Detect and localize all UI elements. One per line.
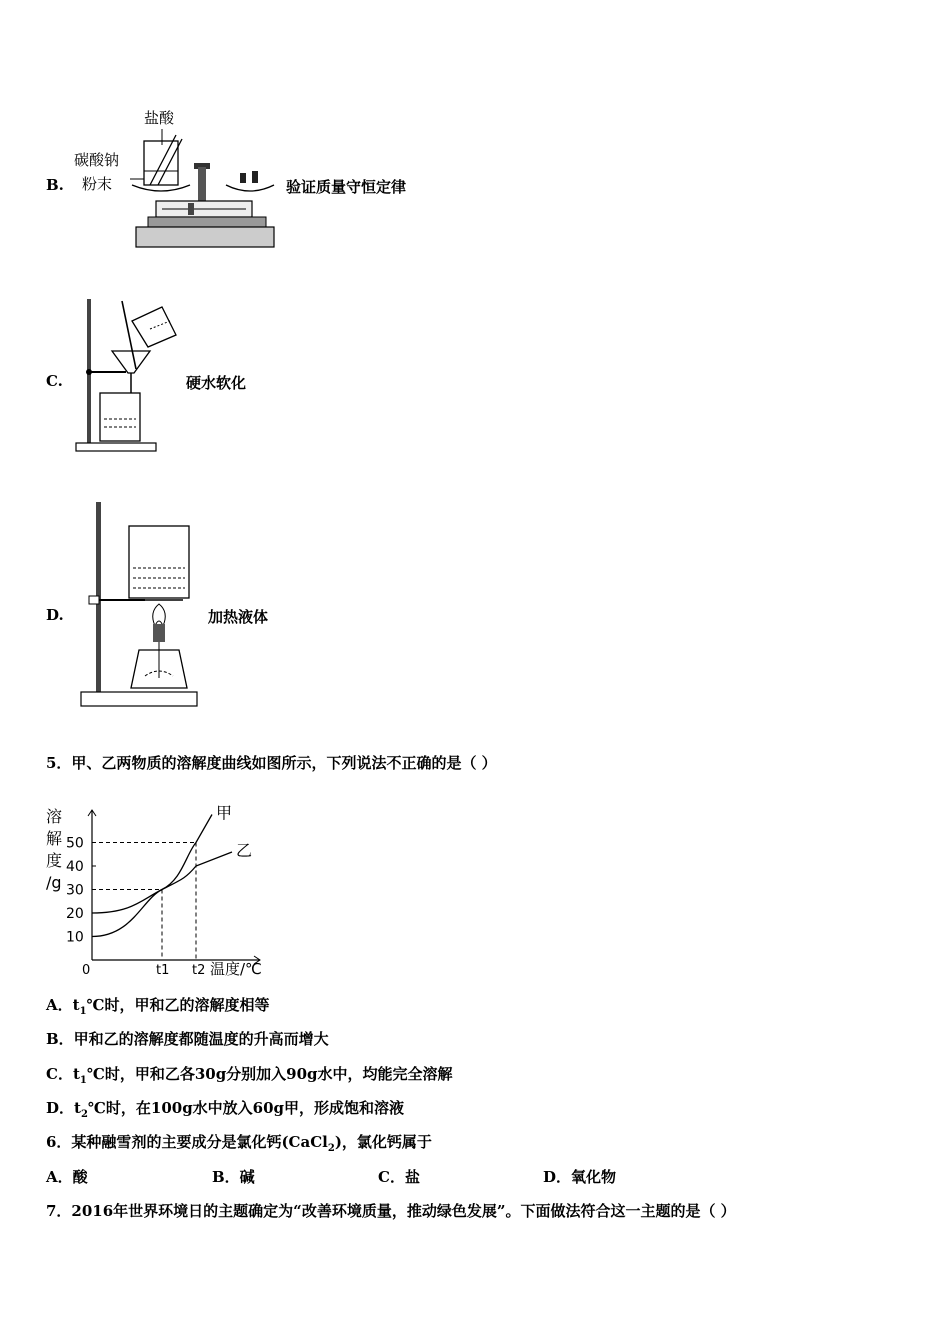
- y-tick-label: 50: [66, 835, 84, 852]
- q5-stem: 5．甲、乙两物质的溶解度曲线如图所示，下列说法不正确的是（ ）: [46, 754, 497, 772]
- origin-label: 0: [82, 963, 91, 978]
- q6-stem: 6．某种融雪剂的主要成分是氯化钙(CaCl$_2$)，氯化钙属于: [46, 1133, 432, 1154]
- hydrochloric-acid-label: 盐酸: [144, 109, 175, 127]
- y-axis-label-char: 度: [46, 851, 63, 870]
- q5-choice-d: D．$t_2℃$时，在100g水中放入60g甲，形成饱和溶液: [46, 1099, 405, 1120]
- powder-label: 粉末: [82, 175, 113, 193]
- y-tick-label: 40: [66, 859, 84, 875]
- option-b-caption: 验证质量守恒定律: [286, 178, 407, 196]
- balance-figure: [70, 105, 280, 255]
- option-c-caption: 硬水软化: [186, 374, 247, 392]
- q6-choice-c: C．盐: [378, 1168, 420, 1186]
- q6-choice-a: A．酸: [46, 1168, 88, 1186]
- option-b-letter: B.: [46, 176, 64, 194]
- solubility-chart: [40, 790, 280, 980]
- heating-figure: [75, 500, 205, 712]
- y-axis-label-char: 解: [46, 829, 63, 848]
- sodium-carbonate-label: 碳酸钠: [74, 151, 120, 169]
- q5-choice-a: A．$t_1℃$时，甲和乙的溶解度相等: [46, 996, 270, 1017]
- y-tick-label: 20: [66, 906, 84, 922]
- series-curve-jia: [92, 815, 212, 937]
- option-c-letter: C.: [46, 372, 63, 390]
- option-d-caption: 加热液体: [208, 608, 269, 626]
- y-axis-label-char: 溶: [46, 807, 63, 826]
- y-tick-label: 10: [66, 929, 84, 946]
- y-axis-label-char: /g: [46, 873, 62, 892]
- q5-choice-c: C．$t_1℃$时，甲和乙各30g分别加入90g水中，均能完全溶解: [46, 1065, 453, 1086]
- q6-choice-d: D．氧化物: [543, 1168, 617, 1186]
- q7-stem: 7．2016年世界环境日的主题确定为“改善环境质量，推动绿色发展”。下面做法符合这一主题的是（ ）: [46, 1202, 736, 1220]
- y-tick-label: 30: [66, 882, 84, 899]
- series-label-jia: 甲: [216, 803, 233, 823]
- q5-choice-b: B．甲和乙的溶解度都随温度的升高而增大: [46, 1030, 329, 1048]
- x-tick-label-t1: t1: [156, 963, 170, 978]
- filtration-figure: [70, 297, 190, 455]
- x-tick-label-t2: t2: [192, 963, 206, 978]
- option-d-letter: D.: [46, 606, 64, 624]
- series-label-yi: 乙: [236, 841, 253, 860]
- q6-choice-b: B．碱: [212, 1168, 255, 1186]
- x-axis-label: 温度/℃: [210, 960, 262, 978]
